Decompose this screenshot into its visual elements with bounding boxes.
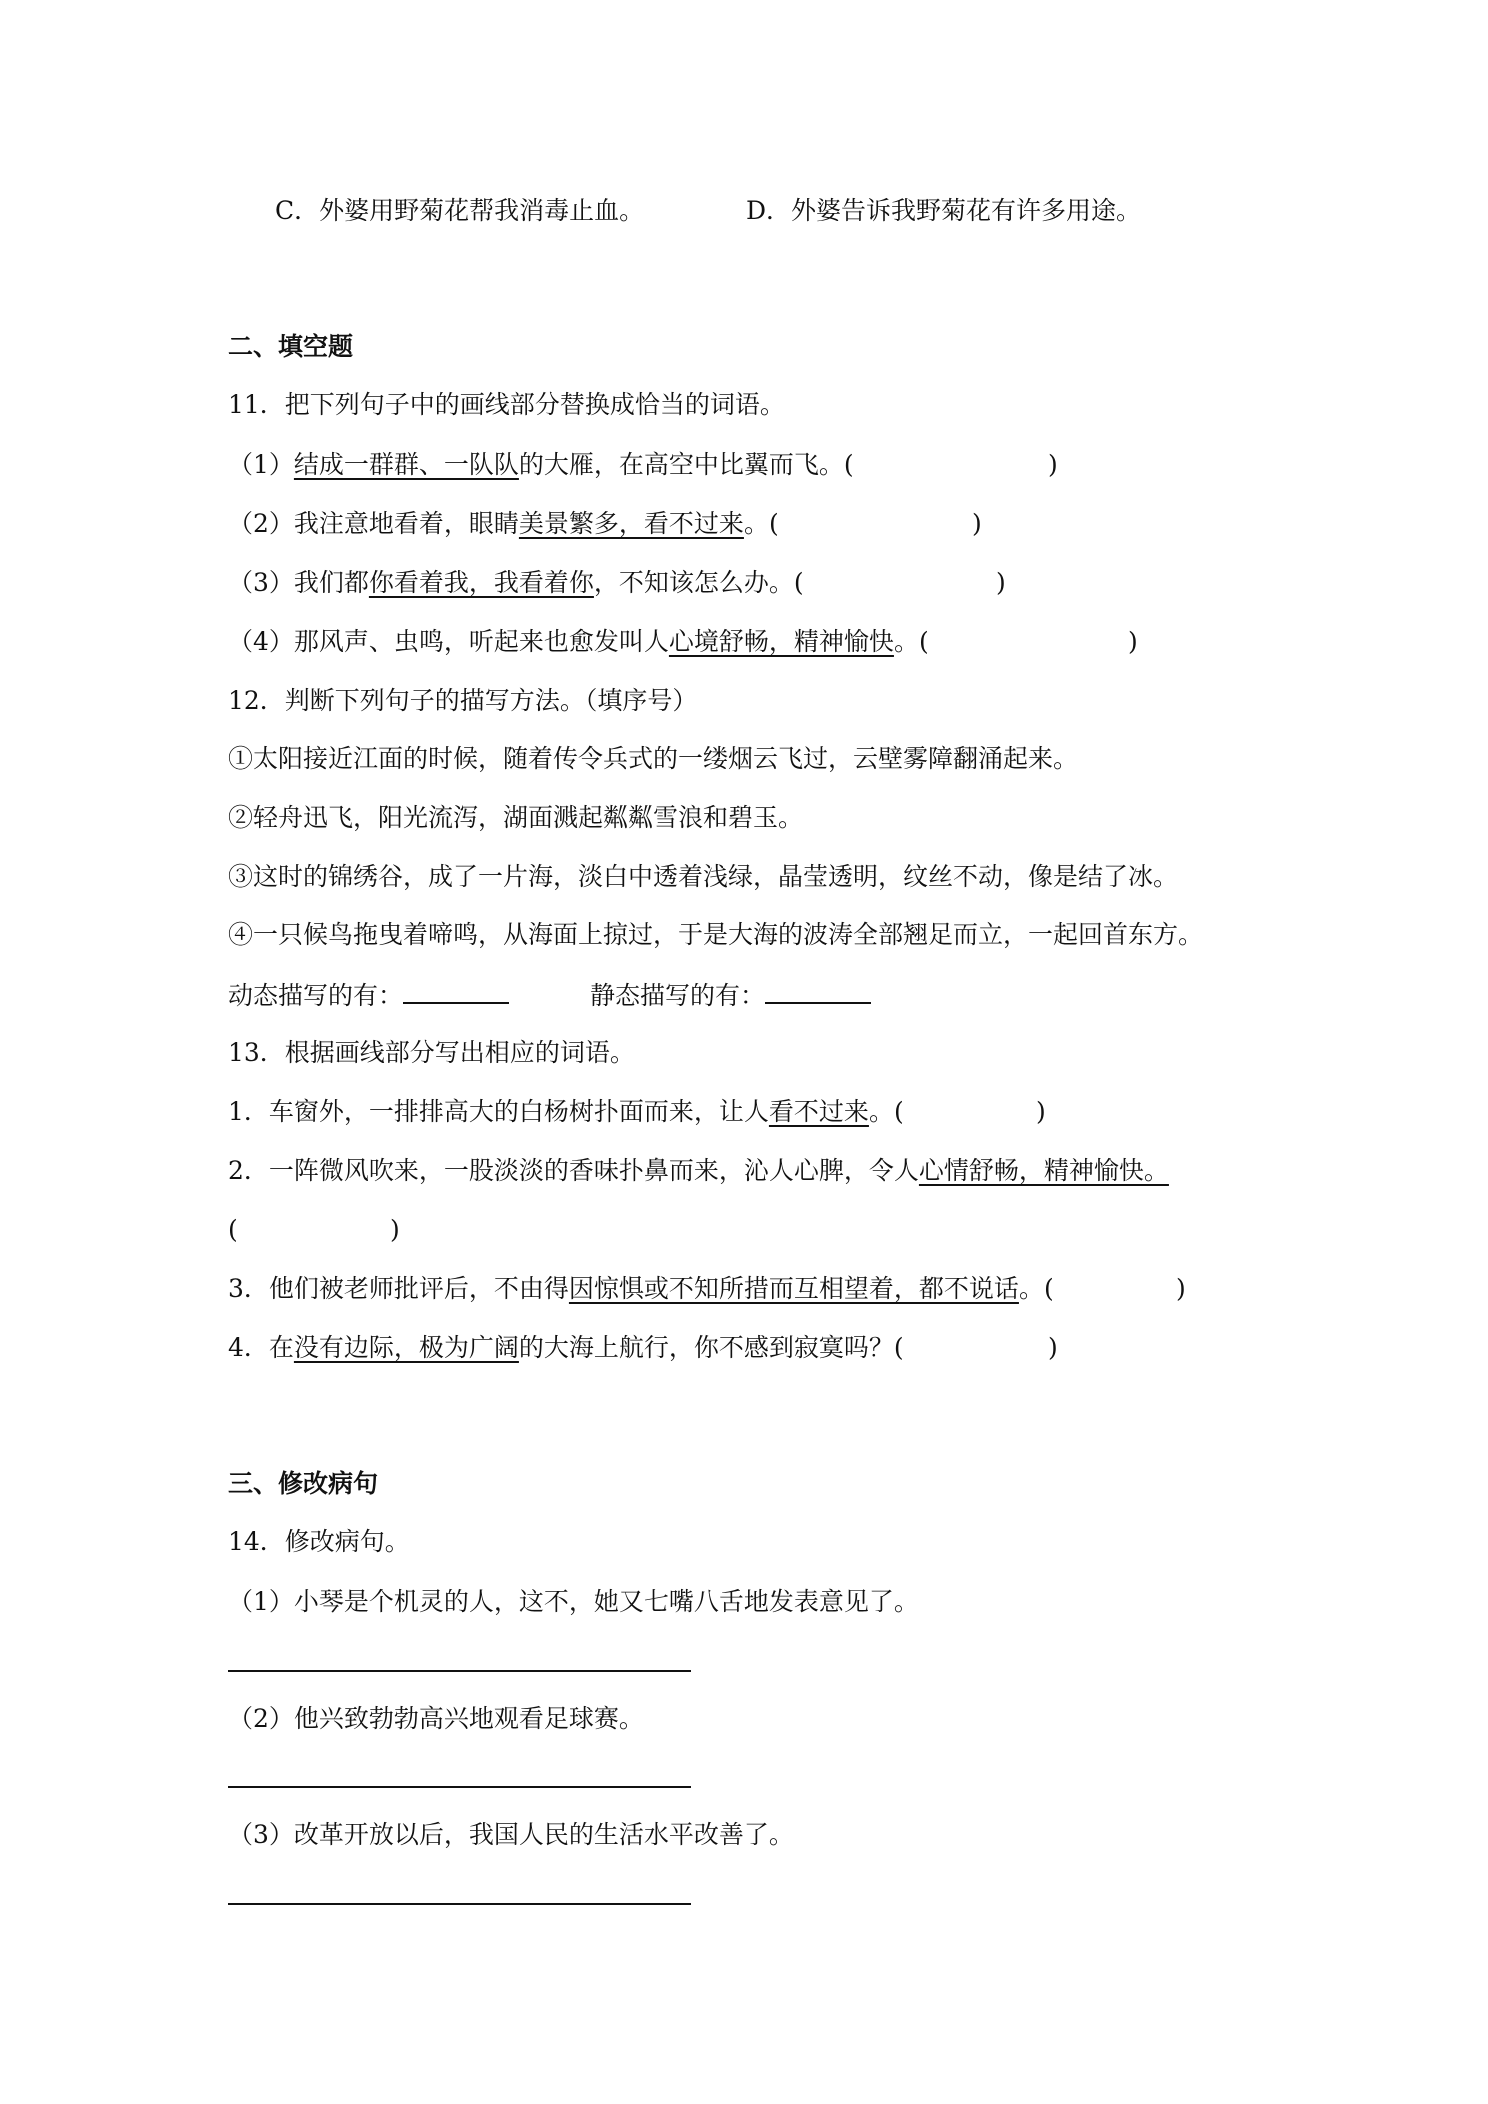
q14-sentence-2: （2）他兴致勃勃高兴地观看足球赛。 bbox=[228, 1704, 644, 1733]
q12-sentence-3: ③这时的锦绣谷，成了一片海，淡白中透着浅绿，晶莹透明，纹丝不动，像是结了冰。 bbox=[228, 862, 1179, 891]
q14-answer-line-3[interactable] bbox=[228, 1903, 691, 1905]
underlined-phrase: 心情舒畅，精神愉快。 bbox=[918, 1156, 1169, 1185]
q11-item-4: （4）那风声、虫鸣，听起来也愈发叫人心境舒畅，精神愉快。( bbox=[228, 627, 929, 656]
q13-item-3-close: ) bbox=[1176, 1274, 1186, 1303]
question-13-stem: 13．根据画线部分写出相应的词语。 bbox=[228, 1038, 635, 1067]
underlined-phrase: 没有边际，极为广阔 bbox=[293, 1333, 519, 1362]
q13-item-3: 3．他们被老师批评后，不由得因惊惧或不知所措而互相望着，都不说话。( bbox=[228, 1274, 1054, 1303]
underlined-phrase: 美景繁多，看不过来 bbox=[518, 509, 744, 538]
question-12-stem: 12．判断下列句子的描写方法。（填序号） bbox=[228, 686, 698, 715]
q13-item-2: 2．一阵微风吹来，一股淡淡的香味扑鼻而来，沁人心脾，令人心情舒畅，精神愉快。 bbox=[228, 1156, 1169, 1185]
q13-item-2-open: ( bbox=[228, 1215, 238, 1244]
section-title-sentence-correction: 三、修改病句 bbox=[228, 1469, 379, 1498]
q11-item-1: （1）结成一群群、一队队的大雁，在高空中比翼而飞。( bbox=[228, 450, 854, 479]
q13-item-1: 1．车窗外，一排排高大的白杨树扑面而来，让人看不过来。( bbox=[228, 1097, 904, 1126]
section-title-fill-in: 二、填空题 bbox=[228, 332, 354, 361]
underlined-phrase: 心境舒畅，精神愉快 bbox=[668, 627, 894, 656]
question-11-stem: 11．把下列句子中的画线部分替换成恰当的词语。 bbox=[228, 390, 785, 419]
q13-item-4-close: ) bbox=[1048, 1333, 1058, 1362]
q11-item-2: （2）我注意地看着，眼睛美景繁多，看不过来。( bbox=[228, 509, 779, 538]
option-c: C．外婆用野菊花帮我消毒止血。 bbox=[275, 196, 645, 225]
q12-dynamic-answer: 动态描写的有： bbox=[228, 976, 509, 1014]
question-14-stem: 14．修改病句。 bbox=[228, 1527, 410, 1556]
q13-item-1-close: ) bbox=[1036, 1097, 1046, 1126]
underlined-phrase: 结成一群群、一队队 bbox=[293, 450, 519, 479]
q12-sentence-1: ①太阳接近江面的时候，随着传令兵式的一缕烟云飞过，云壁雾障翻涌起来。 bbox=[228, 744, 1079, 773]
q12-static-answer: 静态描写的有： bbox=[590, 976, 871, 1014]
q12-sentence-2: ②轻舟迅飞，阳光流泻，湖面溅起粼粼雪浪和碧玉。 bbox=[228, 803, 804, 832]
dynamic-answer-blank[interactable] bbox=[403, 976, 509, 1004]
option-d: D．外婆告诉我野菊花有许多用途。 bbox=[746, 196, 1142, 225]
q14-answer-line-2[interactable] bbox=[228, 1786, 691, 1788]
underlined-phrase: 因惊惧或不知所措而互相望着，都不说话 bbox=[568, 1274, 1019, 1303]
q14-sentence-1: （1）小琴是个机灵的人，这不，她又七嘴八舌地发表意见了。 bbox=[228, 1587, 919, 1616]
q11-item-3-close: ) bbox=[996, 568, 1006, 597]
q13-item-2-close: ) bbox=[390, 1215, 400, 1244]
q14-answer-line-1[interactable] bbox=[228, 1670, 691, 1672]
underlined-phrase: 你看着我，我看着你 bbox=[368, 568, 594, 597]
q11-item-4-close: ) bbox=[1128, 627, 1138, 656]
q11-item-3: （3）我们都你看着我，我看着你，不知该怎么办。( bbox=[228, 568, 804, 597]
static-answer-blank[interactable] bbox=[765, 976, 871, 1004]
underlined-phrase: 看不过来 bbox=[768, 1097, 869, 1126]
q12-sentence-4: ④一只候鸟拖曳着啼鸣，从海面上掠过，于是大海的波涛全部翘足而立，一起回首东方。 bbox=[228, 920, 1204, 949]
q14-sentence-3: （3）改革开放以后，我国人民的生活水平改善了。 bbox=[228, 1820, 794, 1849]
q11-item-1-close: ) bbox=[1048, 450, 1058, 479]
q13-item-4: 4．在没有边际，极为广阔的大海上航行，你不感到寂寞吗？( bbox=[228, 1333, 904, 1362]
q11-item-2-close: ) bbox=[972, 509, 982, 538]
